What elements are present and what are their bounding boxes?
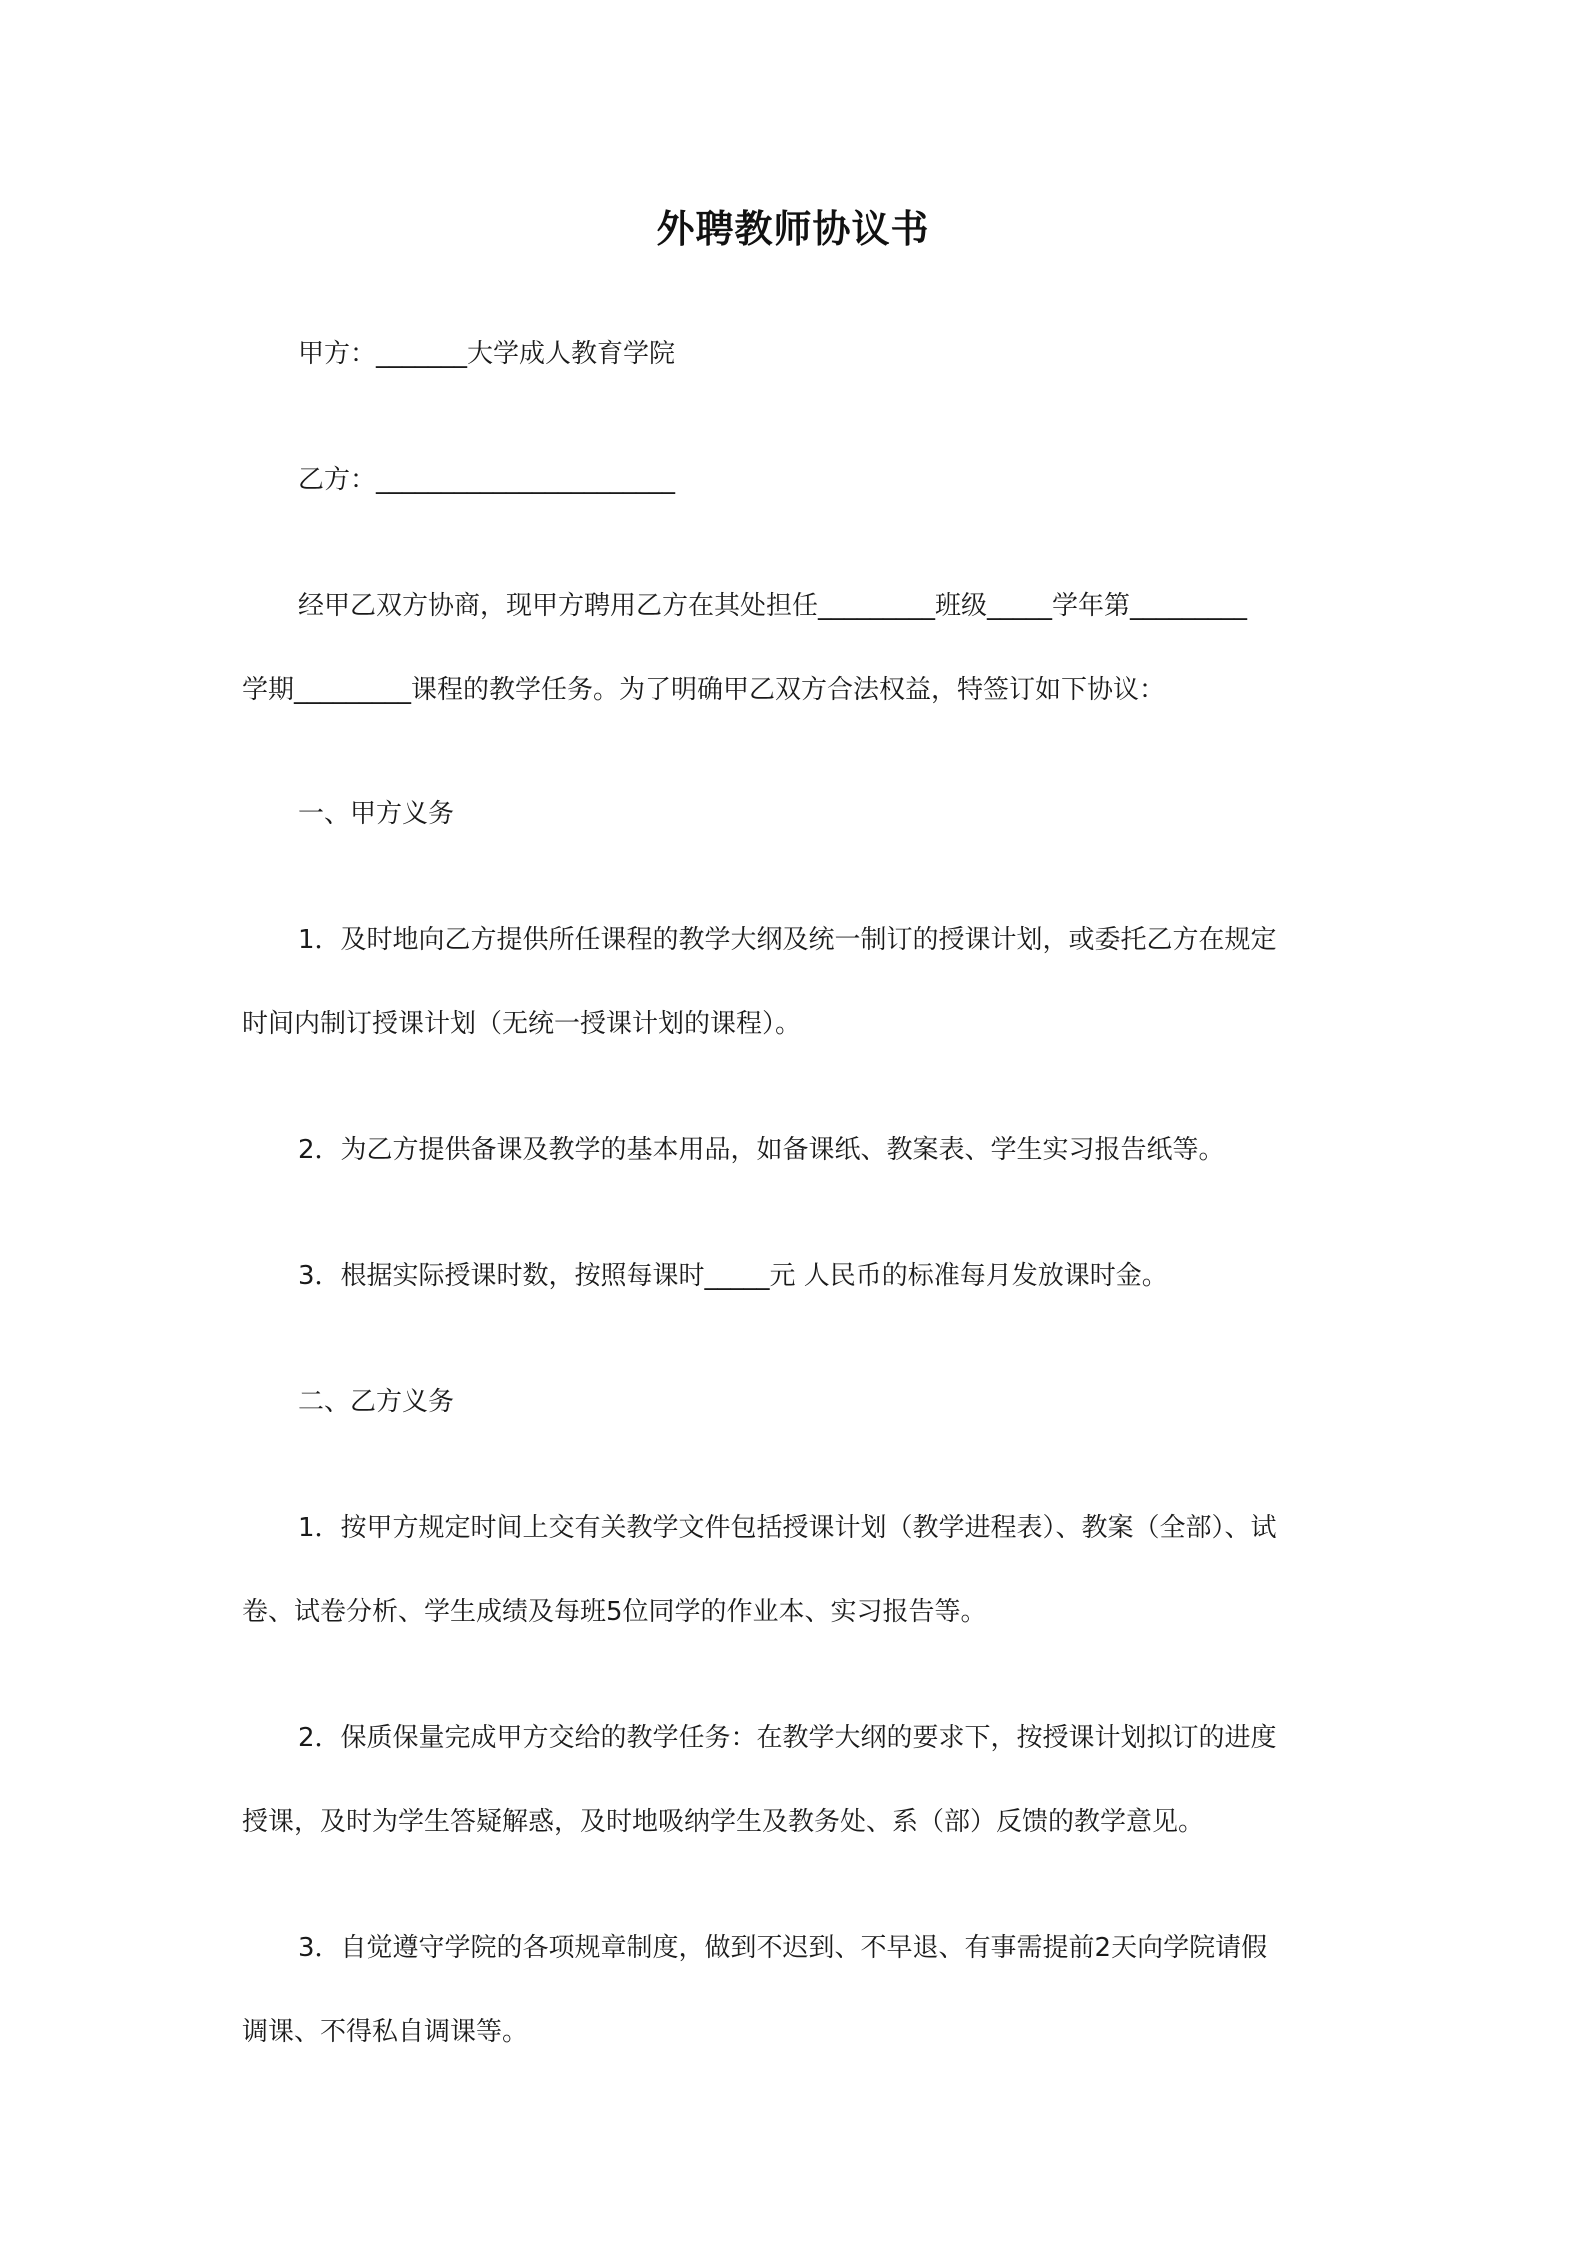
section-2-heading: 二、乙方义务: [298, 1387, 455, 1417]
section-2-item-2-line-2: 授课，及时为学生答疑解惑，及时地吸纳学生及教务处、系（部）反馈的教学意见。: [242, 1807, 1205, 1837]
section-1-item-1-line-1: 1．及时地向乙方提供所任课程的教学大纲及统一制订的授课计划，或委托乙方在规定: [298, 925, 1277, 955]
document-title: 外聘教师协议书: [656, 207, 930, 251]
section-2-item-3-line-2: 调课、不得私自调课等。: [242, 2017, 529, 2047]
party-b-line: 乙方：_______________________: [298, 465, 676, 495]
section-2-item-1-line-2: 卷、试卷分析、学生成绩及每班5位同学的作业本、实习报告等。: [242, 1597, 987, 1627]
section-1-heading: 一、甲方义务: [298, 799, 455, 829]
section-2-item-1-line-1: 1．按甲方规定时间上交有关教学文件包括授课计划（教学进程表）、教案（全部）、试: [298, 1513, 1277, 1543]
section-1-item-3: 3．根据实际授课时数，按照每课时_____元 人民币的标准每月发放课时金。: [298, 1261, 1168, 1291]
intro-paragraph-line-2: 学期_________课程的教学任务。为了明确甲乙双方合法权益，特签订如下协议：: [242, 675, 1166, 705]
section-2-item-2-line-1: 2．保质保量完成甲方交给的教学任务：在教学大纲的要求下，按授课计划拟订的进度: [298, 1723, 1277, 1753]
party-a-line: 甲方：_______大学成人教育学院: [298, 339, 676, 369]
intro-paragraph-line-1: 经甲乙双方协商，现甲方聘用乙方在其处担任_________班级_____学年第_________: [298, 591, 1248, 621]
section-1-item-1-line-2: 时间内制订授课计划（无统一授课计划的课程）。: [242, 1009, 802, 1039]
section-1-item-2: 2．为乙方提供备课及教学的基本用品，如备课纸、教案表、学生实习报告纸等。: [298, 1135, 1225, 1165]
section-2-item-3-line-1: 3．自觉遵守学院的各项规章制度，做到不迟到、不早退、有事需提前2天向学院请假: [298, 1933, 1268, 1963]
